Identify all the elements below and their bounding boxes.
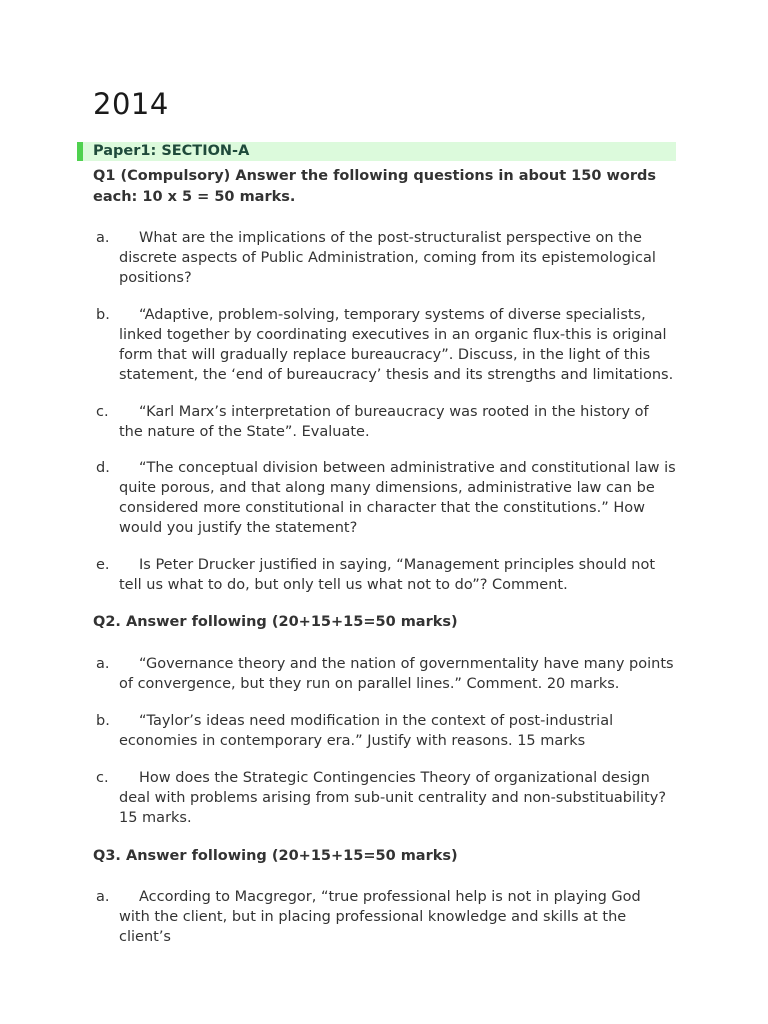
item-text: “The conceptual division between administrative and constitutional law is quite porous, and that along many dimensions, administrative law can be considered more constitutional in character that the constitutions.” How would you justify the statement? [119, 460, 676, 536]
item-text: “Taylor’s ideas need modification in the context of post-industrial economies in contemporary era.” Justify with reasons. 15 marks [119, 713, 614, 749]
item-text: “Governance theory and the nation of governmentality have many points of convergence, but they run on parallel lines.” Comment. 20 marks. [119, 656, 674, 692]
question-1-item-d [93, 458, 676, 538]
item-letter: c. [96, 770, 109, 786]
question-2-item-c [93, 768, 676, 828]
item-letter: e. [96, 557, 110, 573]
question-1-item-c [93, 402, 676, 442]
item-text: According to Macgregor, “true professional help is not in playing God with the client, but in placing professional knowledge and skills at the client’s [119, 889, 641, 945]
question-3-heading: Q3. Answer following (20+15+15=50 marks) [93, 848, 458, 864]
question-2-item-b [93, 711, 676, 751]
question-1-item-b [93, 305, 676, 385]
item-letter: d. [96, 460, 110, 476]
question-2-heading: Q2. Answer following (20+15+15=50 marks) [93, 614, 458, 630]
section-title: Paper1: SECTION-A [93, 143, 250, 159]
item-letter: b. [96, 713, 110, 729]
item-text: Is Peter Drucker justified in saying, “Management principles should not tell us what to do, but only tell us what not to do”? Comment. [119, 557, 656, 593]
item-text: “Karl Marx’s interpretation of bureaucracy was rooted in the history of the nature of the State”. Evaluate. [119, 404, 649, 440]
item-letter: a. [96, 889, 110, 905]
item-text: What are the implications of the post-structuralist perspective on the discrete aspects of Public Administration, coming from its epistemological positions? [119, 230, 656, 286]
item-letter: b. [96, 307, 110, 323]
item-text: “Adaptive, problem-solving, temporary systems of diverse specialists, linked together by coordinating executives in an organic flux-this is original form that will gradually replace bureaucracy”. Discuss, in the light of this statement, the ‘end of bureaucracy’ thesis and its strengths and limitations. [119, 307, 674, 383]
item-letter: c. [96, 404, 109, 420]
question-1-item-a [93, 228, 676, 288]
item-letter: a. [96, 656, 110, 672]
question-3-item-a [93, 887, 676, 947]
question-1-item-e [93, 555, 676, 595]
question-1-heading: Q1 (Compulsory) Answer the following questions in about 150 words each: 10 x 5 = 50 marks. [93, 168, 657, 205]
item-letter: a. [96, 230, 110, 246]
page-title: 2014 [93, 87, 169, 121]
question-2-item-a [93, 654, 676, 694]
item-text: How does the Strategic Contingencies Theory of organizational design deal with problems arising from sub-unit centrality and non-substituability? 15 marks. [119, 770, 667, 826]
